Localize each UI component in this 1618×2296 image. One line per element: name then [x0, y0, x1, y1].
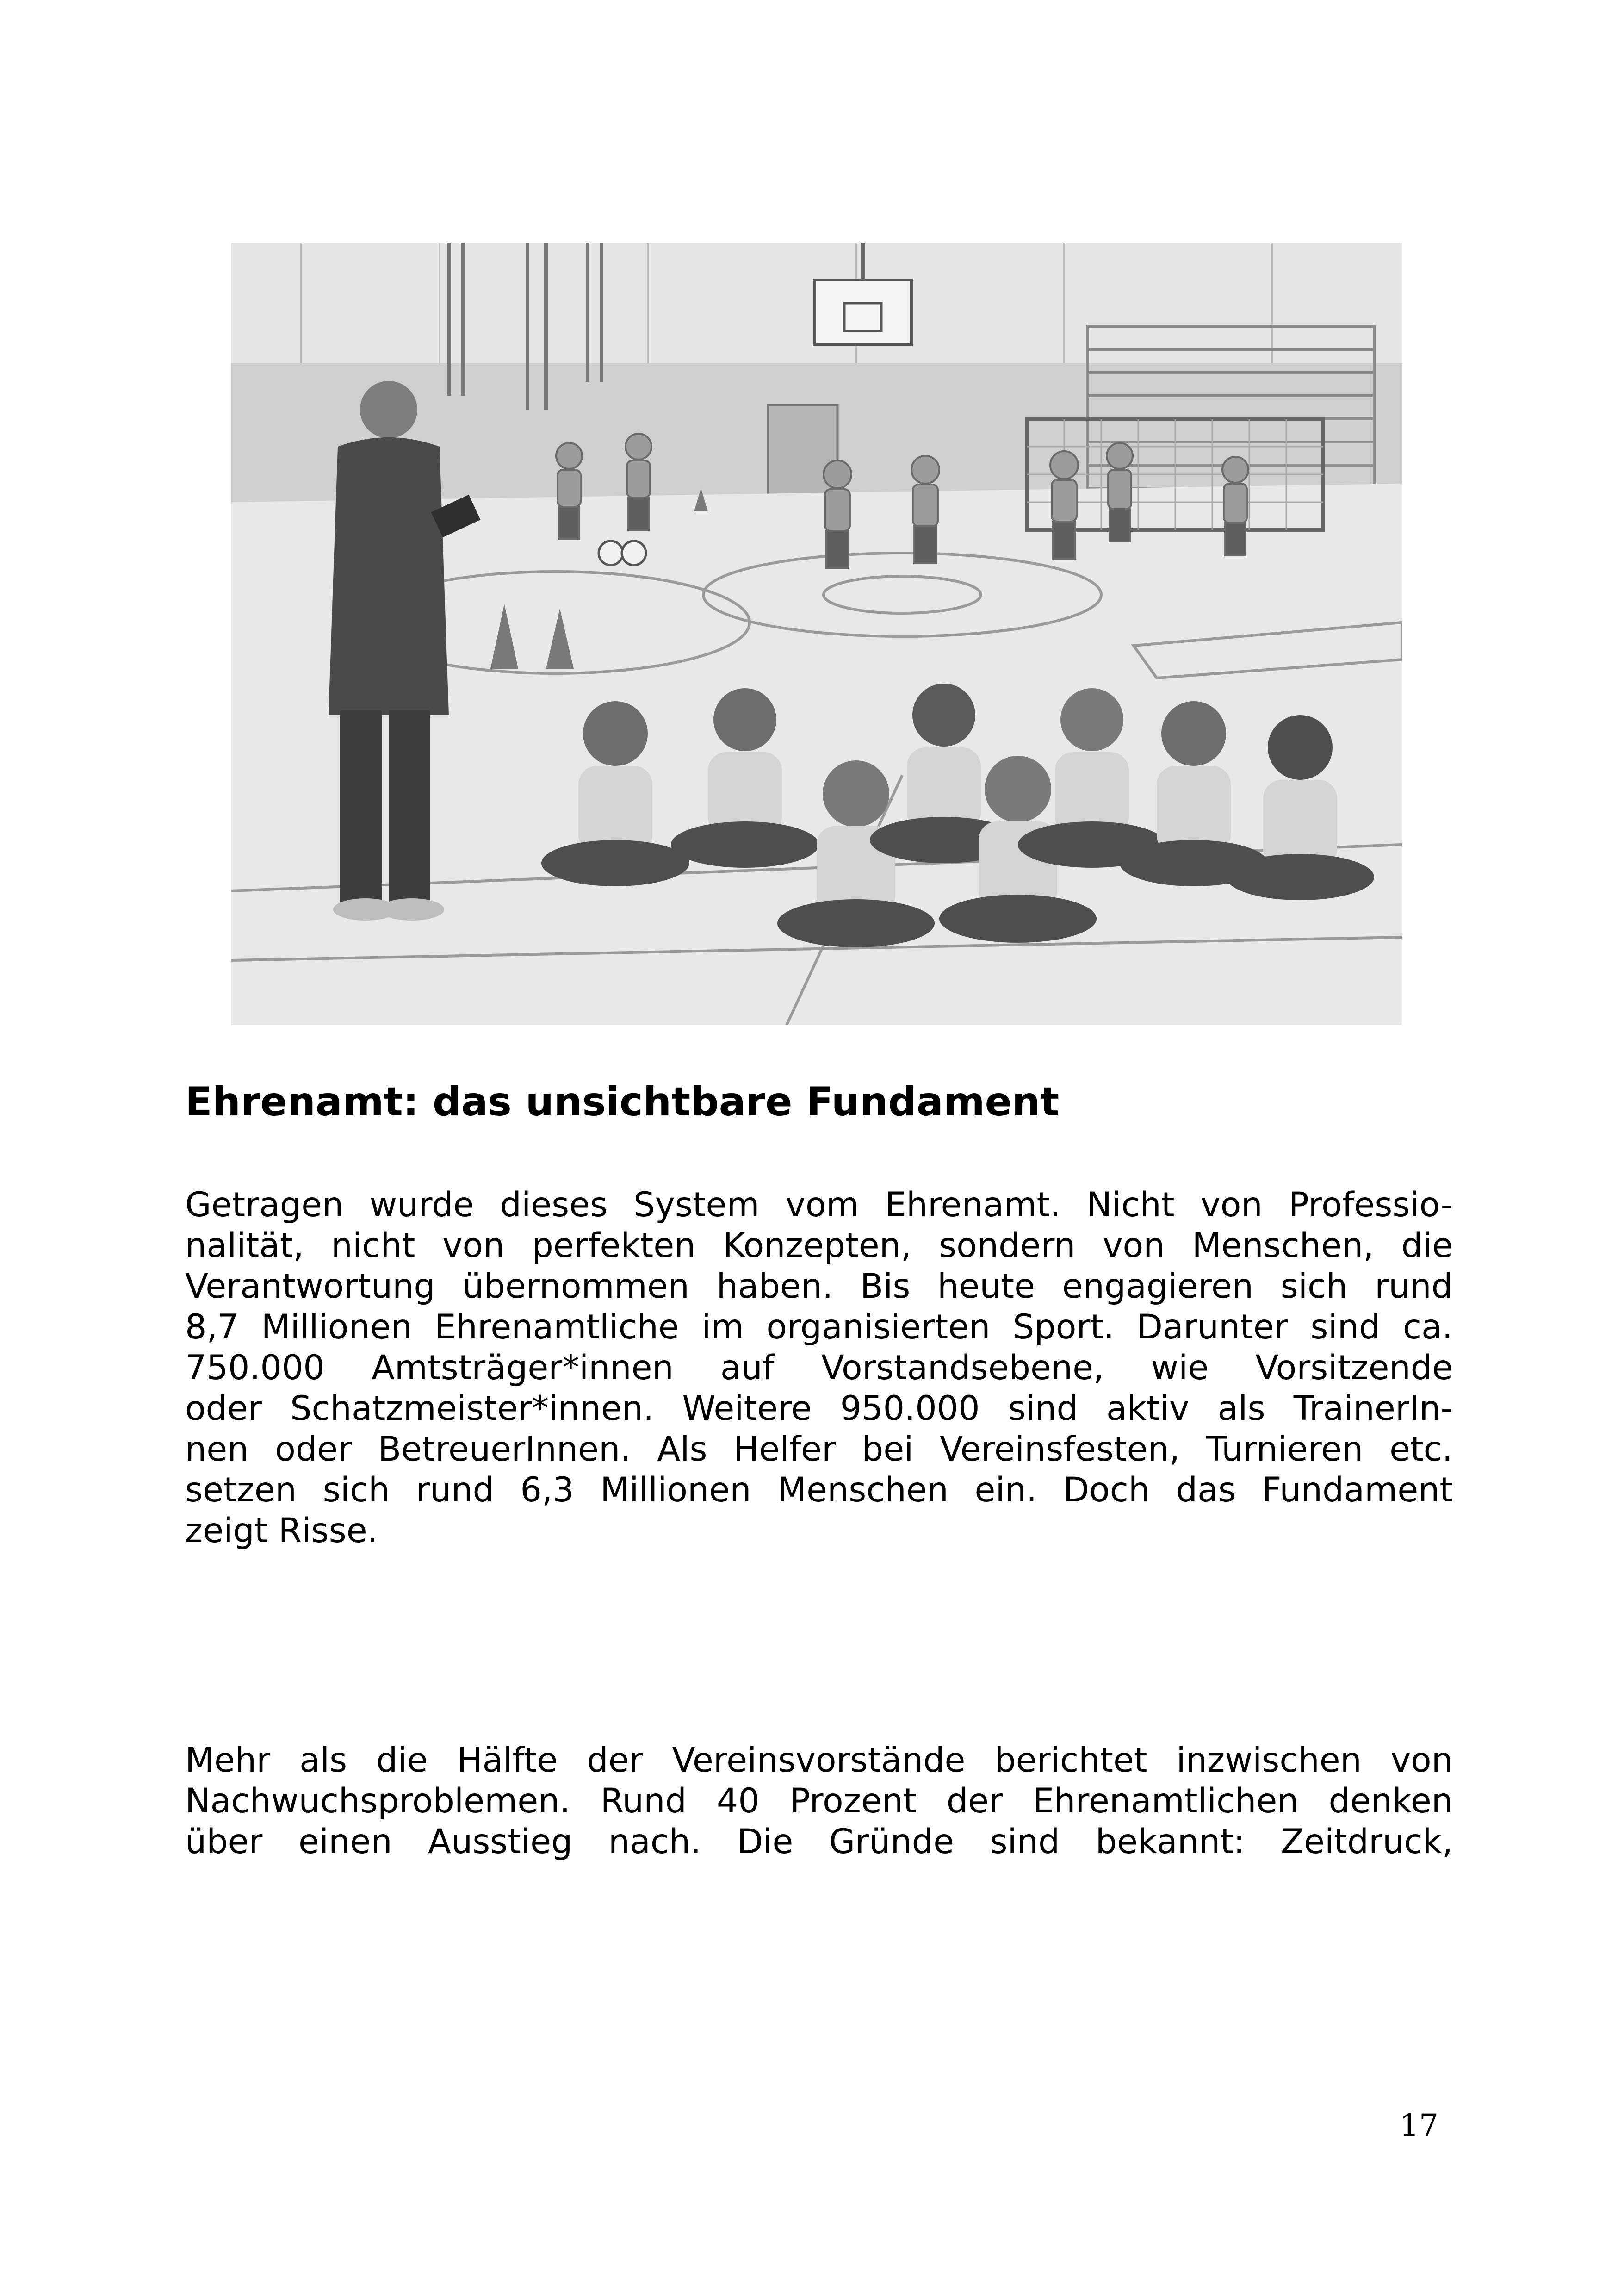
paragraph-line: nen oder BetreuerInnen. Als Helfer bei Vereinsfesten, Turnieren etc. [185, 1430, 1453, 1469]
paragraph-line: nalität, nicht von perfekten Konzepten, sondern von Menschen, die [185, 1226, 1453, 1265]
paragraph-line: oder Schatzmeister*innen. Weitere 950.000 sind aktiv als TrainerIn- [185, 1389, 1453, 1428]
paragraph-line: zeigt Risse. [185, 1511, 378, 1550]
paragraph-line: Mehr als die Hälfte der Vereinsvorstände berichtet inzwischen von [185, 1741, 1453, 1780]
paragraph-line: 8,7 Millionen Ehrenamtliche im organisierten Sport. Darunter sind ca. [185, 1307, 1453, 1347]
paragraph-line: Verantwortung übernommen haben. Bis heute engagieren sich rund [185, 1267, 1453, 1306]
paragraph-line: Getragen wurde dieses System vom Ehrenamt. Nicht von Professio- [185, 1185, 1453, 1225]
paragraph-line: über einen Ausstieg nach. Die Gründe sind bekannt: Zeitdruck, [185, 1822, 1453, 1861]
body-paragraph [185, 1740, 1453, 1862]
body-paragraph [185, 1185, 1453, 1551]
paragraph-line: Nachwuchsproblemen. Rund 40 Prozent der Ehrenamtlichen denken [185, 1781, 1453, 1821]
paragraph-line: 750.000 Amtsträger*innen auf Vorstandsebene, wie Vorsitzende [185, 1348, 1453, 1388]
page-number: 17 [1400, 2108, 1438, 2143]
gym-illustration [231, 243, 1402, 1025]
section-heading: Ehrenamt: das unsichtbare Fundament [185, 1079, 1060, 1125]
paragraph-line: setzen sich rund 6,3 Millionen Menschen ein. Doch das Fundament [185, 1470, 1453, 1510]
